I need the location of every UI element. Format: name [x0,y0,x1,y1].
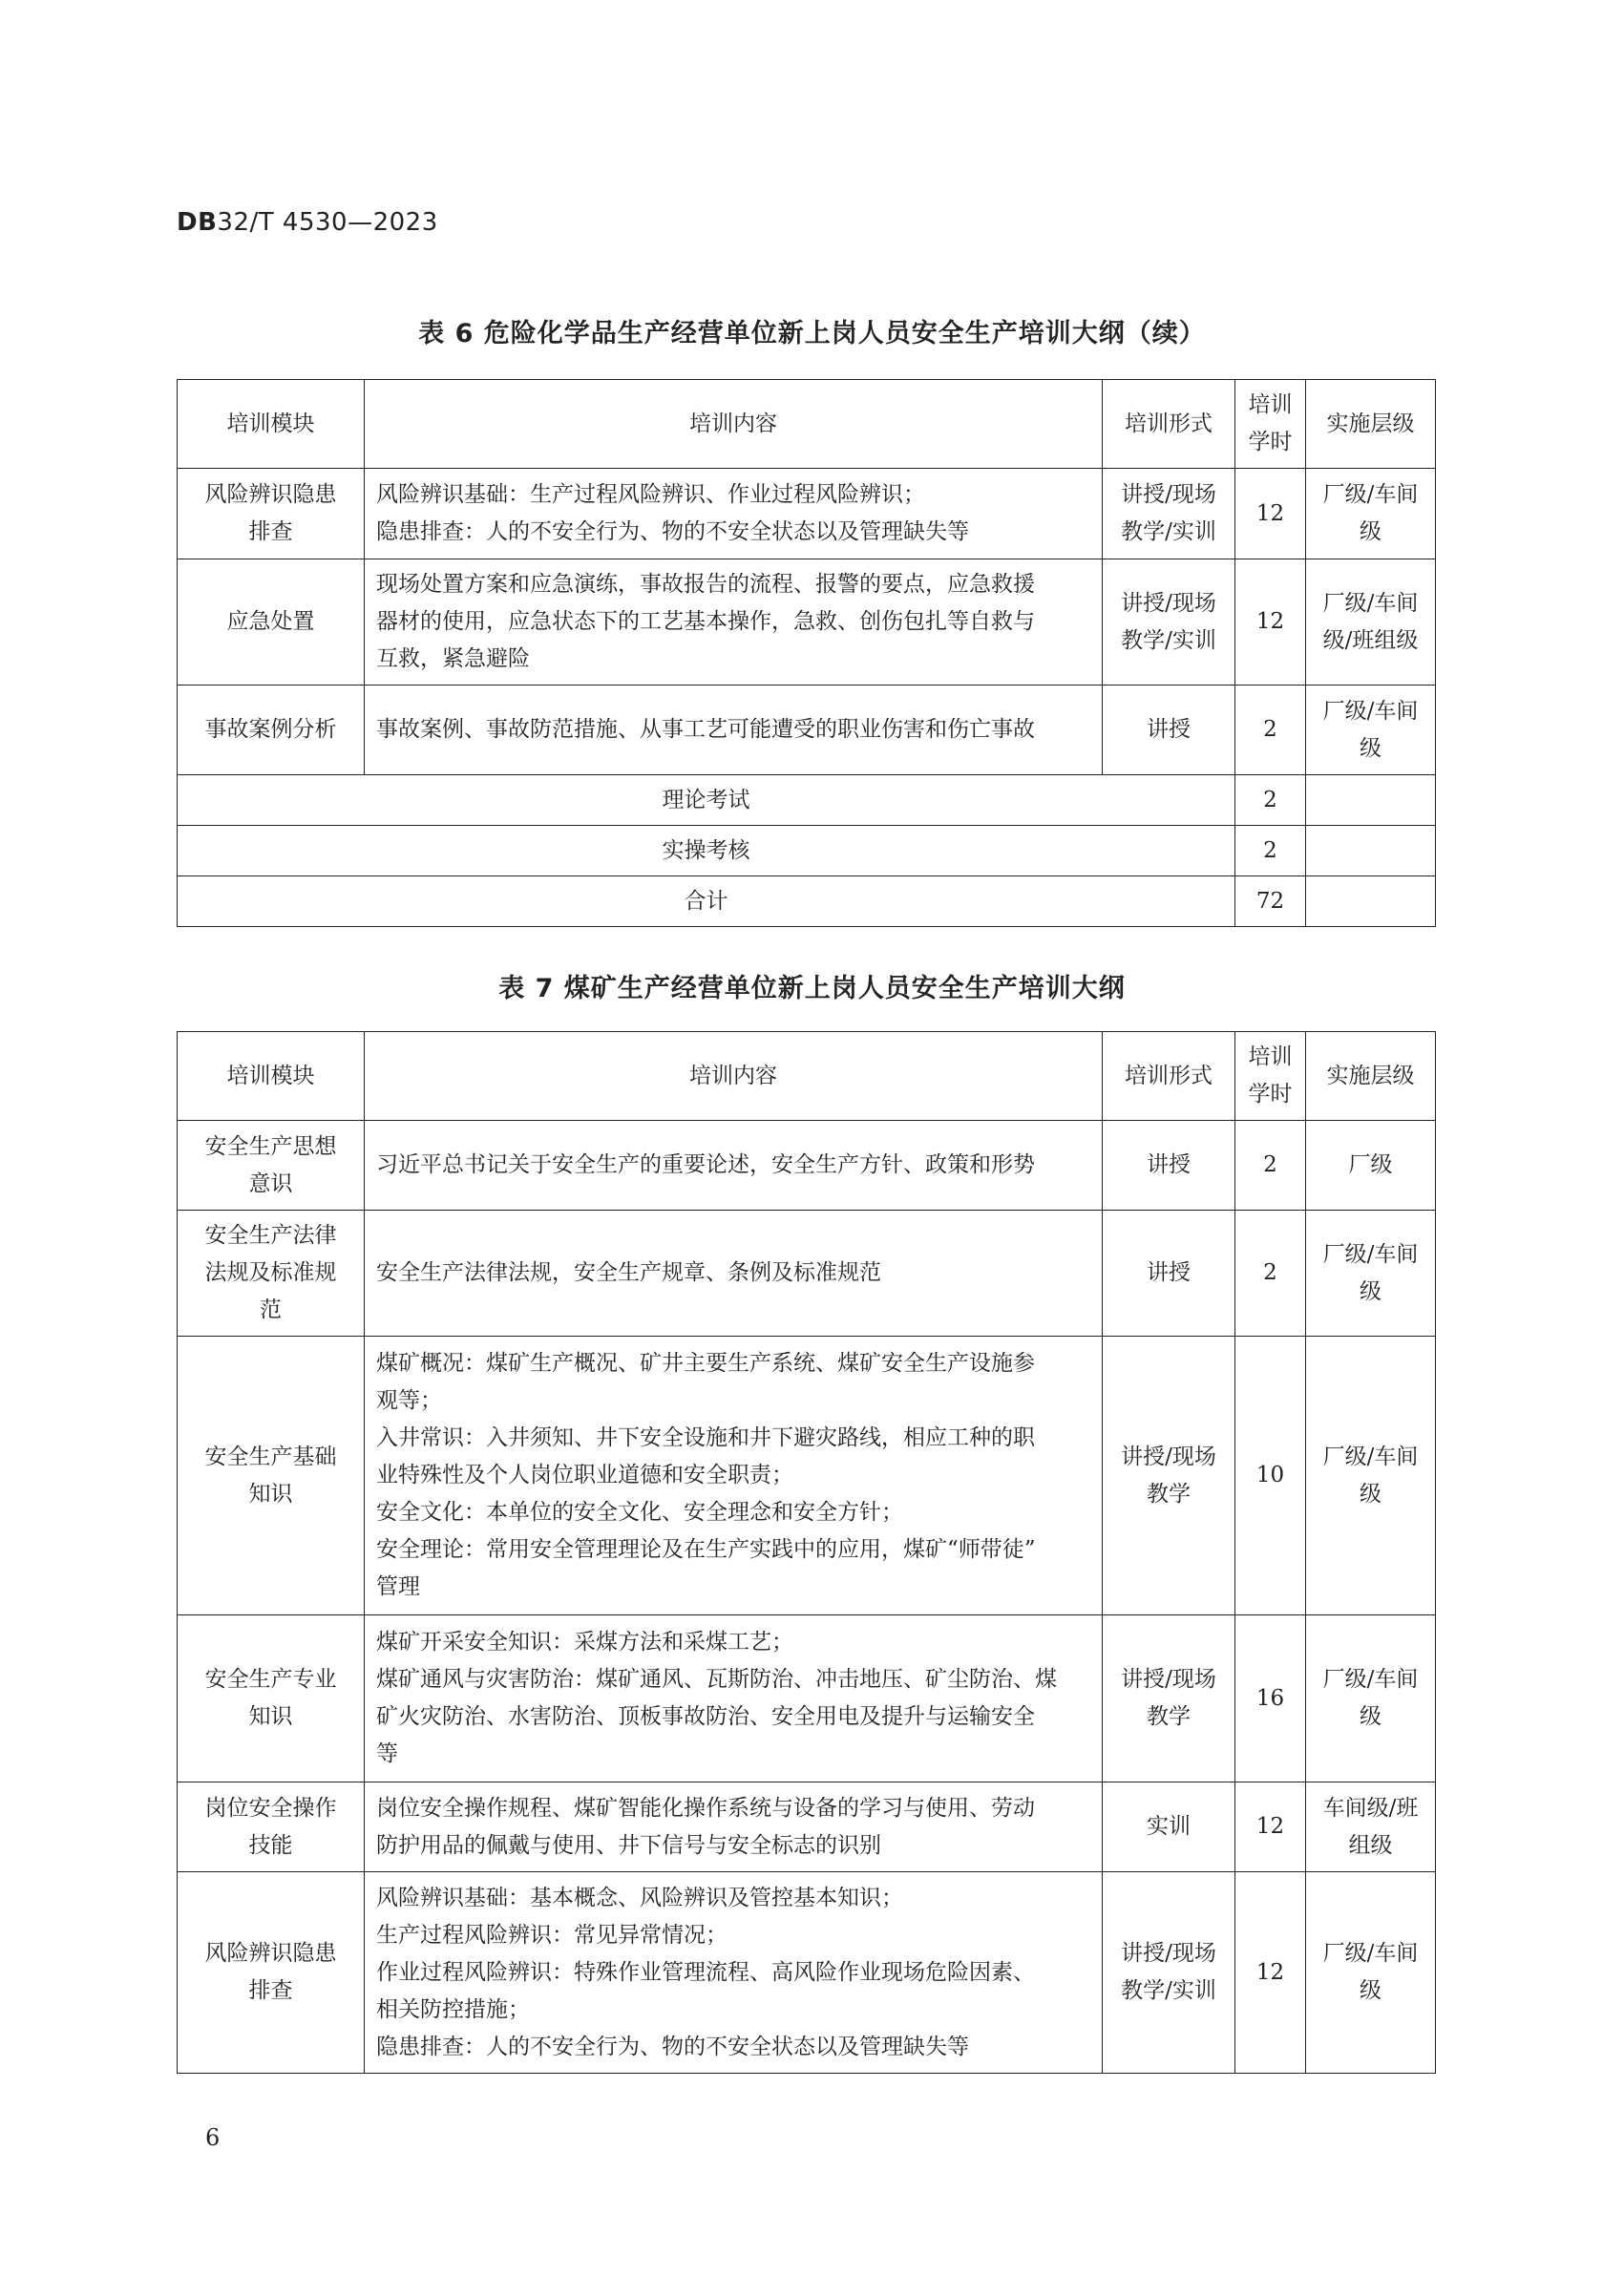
hours-cell: 12 [1235,559,1306,686]
module-line: 知识 [248,1481,293,1507]
form-line: 教学/实训 [1121,1978,1216,2003]
hours-cell: 2 [1235,1121,1306,1211]
content-cell [365,1211,1103,1337]
module-cell [178,1211,365,1337]
content-cell [365,686,1103,775]
content-line: 相关防控措施； [376,1996,530,2022]
hours-header-line: 培训 [1248,1044,1293,1069]
module-cell [178,1121,365,1211]
form-line: 讲授 [1147,1260,1191,1285]
form-line: 教学 [1147,1481,1191,1507]
hours-header-line: 学时 [1248,430,1293,454]
form-cell [1103,559,1235,686]
header-row [178,1032,1436,1121]
module-line: 安全生产基础 [204,1444,337,1469]
level-line: 厂级/车间 [1322,1444,1419,1469]
level-line: 级 [1360,1278,1381,1304]
summary-label: 实操考核 [178,826,1235,876]
form-cell [1103,686,1235,775]
content-cell [365,1782,1103,1872]
module-line: 技能 [248,1832,293,1858]
module-line: 排查 [248,1978,293,2003]
summary-level [1306,826,1436,876]
table-row [178,1121,1436,1211]
table-row [178,686,1436,775]
content-line: 习近平总书记关于安全生产的重要论述，安全生产方针、政策和形势 [376,1152,1035,1177]
level-cell [1306,1121,1436,1211]
summary-row [178,775,1436,826]
level-cell [1306,559,1436,686]
form-line: 讲授/现场 [1121,590,1216,616]
module-line: 应急处置 [226,609,315,634]
module-line: 排查 [248,519,293,544]
content-line: 安全理论：常用安全管理理论及在生产实践中的应用，煤矿“师带徒” [376,1537,1036,1562]
form-line: 讲授 [1147,1152,1191,1177]
document-code-number: 32/T 4530—2023 [217,208,438,237]
form-line: 讲授/现场 [1121,1444,1216,1469]
hours-header-line: 学时 [1248,1082,1293,1107]
level-line: 级 [1360,1481,1381,1507]
summary-label: 理论考试 [178,775,1235,826]
module-cell [178,686,365,775]
module-header: 培训模块 [178,380,365,469]
form-cell [1103,1872,1235,2074]
level-cell [1306,1782,1436,1872]
content-line: 安全文化：本单位的安全文化、安全理念和安全方针； [376,1500,903,1525]
hours-header [1235,380,1306,469]
content-line: 风险辨识基础：基本概念、风险辨识及管控基本知识； [376,1885,903,1910]
form-header: 培训形式 [1103,380,1235,469]
hours-cell: 12 [1235,1872,1306,2074]
module-line: 范 [260,1297,282,1322]
content-cell [365,559,1103,686]
module-line: 安全生产法律 [204,1223,337,1248]
level-line: 厂级/车间 [1322,590,1419,616]
document-code-prefix: DB [177,208,218,237]
form-line: 教学 [1147,1704,1191,1729]
form-line: 实训 [1147,1814,1191,1839]
hours-cell: 2 [1235,1211,1306,1337]
module-cell [178,559,365,686]
table7-caption: 表 7 煤矿生产经营单位新上岗人员安全生产培训大纲 [498,974,1126,1003]
table7-header [178,1032,1436,1121]
form-cell [1103,1211,1235,1337]
summary-hours: 72 [1235,876,1306,927]
content-header: 培训内容 [365,380,1103,469]
content-cell [365,1121,1103,1211]
summary-label: 合计 [178,876,1235,927]
hours-cell: 2 [1235,686,1306,775]
level-line: 厂级/车间 [1322,482,1419,507]
level-line: 级/班组级 [1322,627,1419,653]
form-line: 讲授/现场 [1121,1941,1216,1966]
hours-cell: 10 [1235,1337,1306,1615]
table6-body [178,469,1436,927]
level-cell [1306,1211,1436,1337]
hours-header [1235,1032,1306,1121]
table6 [177,379,1436,927]
level-line: 厂级/车间 [1322,1241,1419,1267]
level-line: 车间级/班 [1322,1795,1419,1821]
content-line: 安全生产法律法规，安全生产规章、条例及标准规范 [376,1260,881,1285]
module-line: 安全生产专业 [204,1667,337,1692]
summary-hours: 2 [1235,775,1306,826]
form-line: 讲授/现场 [1121,482,1216,507]
level-header: 实施层级 [1306,1032,1436,1121]
content-line: 隐患排查：人的不安全行为、物的不安全状态以及管理缺失等 [376,2034,969,2059]
content-line: 防护用品的佩戴与使用、井下信号与安全标志的识别 [376,1832,881,1858]
content-line: 现场处置方案和应急演练，事故报告的流程、报警的要点，应急救援 [376,572,1035,597]
content-line: 管理 [376,1574,420,1599]
form-line: 讲授 [1147,717,1191,742]
form-cell [1103,1782,1235,1872]
content-cell [365,469,1103,559]
level-line: 厂级 [1348,1152,1393,1177]
hours-header-line: 培训 [1248,392,1293,417]
content-cell [365,1615,1103,1782]
summary-row [178,826,1436,876]
hours-cell: 16 [1235,1615,1306,1782]
hours-cell: 12 [1235,469,1306,559]
level-cell [1306,1337,1436,1615]
level-line: 厂级/车间 [1322,1941,1419,1966]
form-line: 讲授/现场 [1121,1667,1216,1692]
level-line: 级 [1360,735,1381,761]
level-line: 级 [1360,519,1381,544]
table-row [178,1782,1436,1872]
level-line: 厂级/车间 [1322,698,1419,724]
content-line: 等 [376,1741,398,1766]
module-line: 法规及标准规 [204,1260,337,1285]
content-line: 矿火灾防治、水害防治、顶板事故防治、安全用电及提升与运输安全 [376,1704,1035,1729]
form-line: 教学/实训 [1121,519,1216,544]
level-line: 级 [1360,1704,1381,1729]
summary-level [1306,775,1436,826]
module-line: 安全生产思想 [204,1133,337,1159]
level-line: 厂级/车间 [1322,1667,1419,1692]
form-cell [1103,1337,1235,1615]
module-cell [178,1337,365,1615]
level-cell [1306,686,1436,775]
form-line: 教学/实训 [1121,627,1216,653]
content-line: 煤矿开采安全知识：采煤方法和采煤工艺； [376,1630,793,1655]
module-line: 意识 [248,1171,293,1196]
content-header: 培训内容 [365,1032,1103,1121]
table7 [177,1031,1436,2074]
content-line: 入井常识：入井须知、井下安全设施和井下避灾路线，相应工种的职 [376,1425,1035,1450]
summary-level [1306,876,1436,927]
content-line: 岗位安全操作规程、煤矿智能化操作系统与设备的学习与使用、劳动 [376,1795,1035,1821]
content-line: 隐患排查：人的不安全行为、物的不安全状态以及管理缺失等 [376,519,969,544]
table-row [178,469,1436,559]
document-code [177,208,438,237]
table7-body [178,1121,1436,2074]
module-line: 事故案例分析 [204,717,337,742]
level-header: 实施层级 [1306,380,1436,469]
page-number: 6 [205,2124,221,2151]
content-line: 事故案例、事故防范措施、从事工艺可能遭受的职业伤害和伤亡事故 [376,717,1035,742]
form-cell [1103,1615,1235,1782]
content-line: 器材的使用，应急状态下的工艺基本操作，急救、创伤包扎等自救与 [376,609,1035,634]
content-line: 煤矿概况：煤矿生产概况、矿井主要生产系统、煤矿安全生产设施参 [376,1351,1035,1376]
summary-hours: 2 [1235,826,1306,876]
module-line: 知识 [248,1704,293,1729]
module-line: 风险辨识隐患 [204,482,337,507]
module-cell [178,1615,365,1782]
content-line: 作业过程风险辨识：特殊作业管理流程、高风险作业现场危险因素、 [376,1959,1035,1985]
table-row [178,1211,1436,1337]
module-line: 风险辨识隐患 [204,1941,337,1966]
form-cell [1103,469,1235,559]
table-row [178,1872,1436,2074]
table6-caption: 表 6 危险化学品生产经营单位新上岗人员安全生产培训大纲（续） [418,319,1206,348]
module-header: 培训模块 [178,1032,365,1121]
module-line: 岗位安全操作 [204,1795,337,1821]
summary-row [178,876,1436,927]
content-line: 业特殊性及个人岗位职业道德和安全职责； [376,1463,793,1487]
level-cell [1306,1872,1436,2074]
table6-header [178,380,1436,469]
content-line: 互救，紧急避险 [376,646,530,671]
form-cell [1103,1121,1235,1211]
level-cell [1306,1615,1436,1782]
module-cell [178,469,365,559]
table-row [178,1615,1436,1782]
level-line: 组级 [1348,1832,1393,1858]
table-row [178,559,1436,686]
content-line: 煤矿通风与灾害防治：煤矿通风、瓦斯防治、冲击地压、矿尘防治、煤 [376,1667,1057,1692]
content-cell [365,1337,1103,1615]
form-header: 培训形式 [1103,1032,1235,1121]
module-cell [178,1782,365,1872]
content-line: 生产过程风险辨识：常见异常情况； [376,1922,728,1948]
header-row [178,380,1436,469]
module-cell [178,1872,365,2074]
content-line: 风险辨识基础：生产过程风险辨识、作业过程风险辨识； [376,482,925,507]
table-row [178,1337,1436,1615]
content-line: 观等； [376,1388,442,1413]
level-line: 级 [1360,1978,1381,2003]
hours-cell: 12 [1235,1782,1306,1872]
level-cell [1306,469,1436,559]
content-cell [365,1872,1103,2074]
